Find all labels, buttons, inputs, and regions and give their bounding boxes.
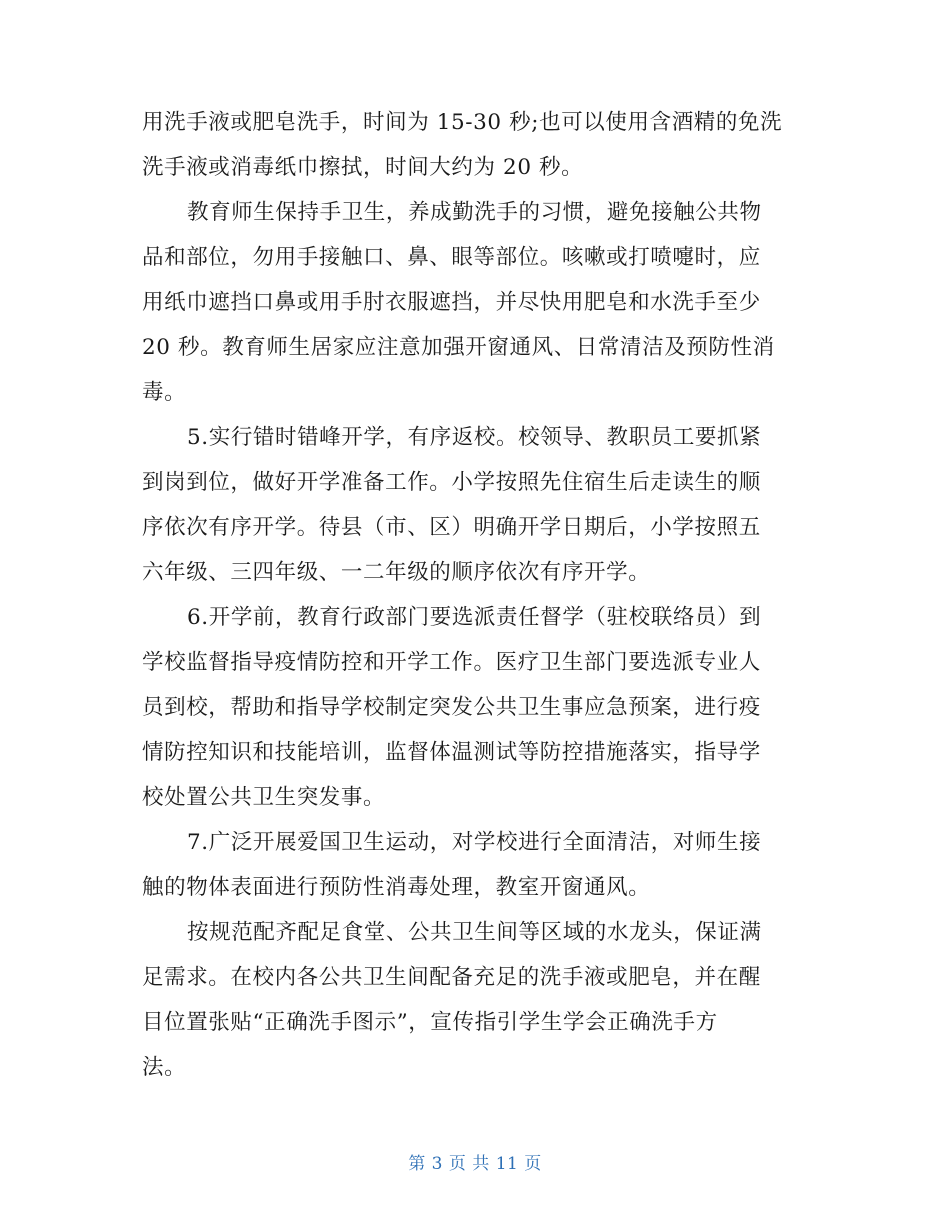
text-line: 5.实行错时错峰开学，有序返校。校领导、教职员工要抓紧 <box>187 425 762 450</box>
text-line: 按规范配齐配足食堂、公共卫生间等区域的水龙头，保证满 <box>187 920 762 945</box>
text-line: 到岗到位，做好开学准备工作。小学按照先住宿生后走读生的顺 <box>142 470 761 495</box>
text-line: 毒。 <box>142 380 187 405</box>
document-body <box>142 100 810 1090</box>
text-line: 校处置公共卫生突发事。 <box>142 785 386 810</box>
text-line: 员到校，帮助和指导学校制定突发公共卫生事应急预案，进行疫 <box>142 695 761 720</box>
text-line: 用纸巾遮挡口鼻或用手肘衣服遮挡，并尽快用肥皂和水洗手至少 <box>142 290 761 315</box>
text-line: 品和部位，勿用手接触口、鼻、眼等部位。咳嗽或打喷嚏时，应 <box>142 245 761 270</box>
text-line: 法。 <box>142 1055 187 1080</box>
text-line: 20 秒。教育师生居家应注意加强开窗通风、日常清洁及预防性消 <box>142 335 775 360</box>
text-line: 7.广泛开展爱国卫生运动，对学校进行全面清洁，对师生接 <box>187 830 762 855</box>
text-line: 学校监督指导疫情防控和开学工作。医疗卫生部门要选派专业人 <box>142 650 761 675</box>
text-line: 足需求。在校内各公共卫生间配备充足的洗手液或肥皂，并在醒 <box>142 965 761 990</box>
text-line: 洗手液或消毒纸巾擦拭，时间大约为 20 秒。 <box>142 155 584 180</box>
text-line: 触的物体表面进行预防性消毒处理，教室开窗通风。 <box>142 875 651 900</box>
page-number-footer: 第 3 页 共 11 页 <box>408 1154 542 1174</box>
text-line: 用洗手液或肥皂洗手，时间为 15-30 秒;也可以使用含酒精的免洗 <box>142 110 783 135</box>
text-line: 序依次有序开学。待县（市、区）明确开学日期后，小学按照五 <box>142 515 761 540</box>
text-line: 目位置张贴“正确洗手图示”，宣传指引学生学会正确洗手方 <box>142 1010 718 1035</box>
text-line: 六年级、三四年级、一二年级的顺序依次有序开学。 <box>142 560 651 585</box>
text-line: 教育师生保持手卫生，养成勤洗手的习惯，避免接触公共物 <box>187 200 762 225</box>
text-line: 情防控知识和技能培训，监督体温测试等防控措施落实，指导学 <box>142 740 761 765</box>
text-line: 6.开学前，教育行政部门要选派责任督学（驻校联络员）到 <box>187 605 762 630</box>
